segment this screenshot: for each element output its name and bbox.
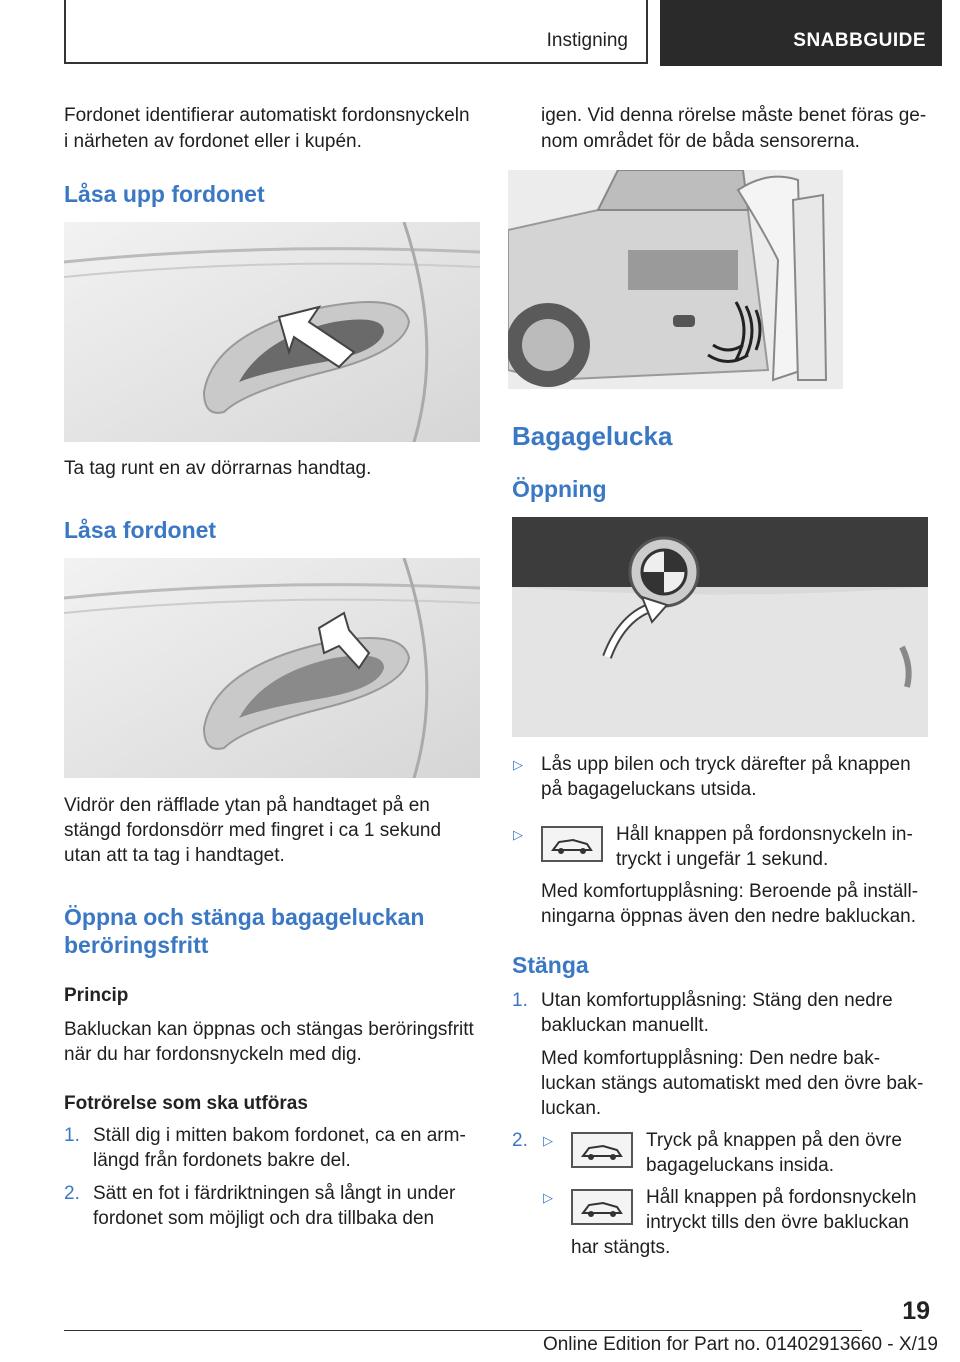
door-handle-unlock-image [64, 222, 480, 442]
principle-line-1: Bakluckan kan öppnas och stängas beröringsfritt [64, 1019, 474, 1040]
continued-line-1: igen. Vid denna rörelse måste benet föras ge- [541, 105, 927, 126]
continued-line-2: nom området för de båda sensorerna. [541, 131, 860, 152]
touchless-heading-line-1: Öppna och stänga bagageluckan [64, 904, 425, 930]
close-bullet-2-line-1: Håll knappen på fordonsnyckeln [646, 1187, 917, 1208]
footer-divider [64, 1330, 862, 1331]
lock-line-1: Vidrör den räfflade ytan på handtaget på en [64, 795, 430, 816]
bullet-1-line-2: på bagageluckans utsida. [541, 779, 757, 800]
page-number: 19 [902, 1297, 930, 1325]
comfort-open-line-2: ningarna öppnas även den nedre bakluckan. [541, 906, 917, 927]
close-bullet-triangle-2: ▷ [543, 1190, 553, 1205]
close-comfort-line-3: luckan. [541, 1098, 602, 1119]
bullet-triangle-1: ▷ [513, 757, 523, 772]
bullet-2-line-2: tryckt i ungefär 1 sekund. [616, 849, 829, 870]
close-bullet-triangle-1: ▷ [543, 1133, 553, 1148]
close-step-1-line-2: bakluckan manuellt. [541, 1015, 709, 1036]
close-step-1-number: 1. [512, 990, 528, 1011]
footer-edition: Online Edition for Part no. 01402913660 - X/19 [542, 1334, 938, 1355]
close-comfort-line-1: Med komfortupplåsning: Den nedre bak- [541, 1048, 881, 1069]
trunk-button-image [512, 517, 928, 737]
close-comfort-line-2: luckan stängs automatiskt med den övre bak- [541, 1073, 924, 1094]
touchless-heading-line-2: beröringsfritt [64, 932, 209, 958]
close-bullet-1-line-1: Tryck på knappen på den övre [646, 1130, 902, 1151]
trunk-inside-button-icon [571, 1132, 633, 1168]
close-bullet-2-line-3: har stängts. [571, 1237, 671, 1258]
door-handle-lock-image [64, 558, 480, 778]
comfort-open-line-1: Med komfortupplåsning: Beroende på inställ- [541, 881, 919, 902]
step-1-line-2: längd från fordonets bakre del. [93, 1150, 351, 1171]
opening-heading: Öppning [512, 476, 607, 502]
lock-heading: Låsa fordonet [64, 517, 217, 543]
close-step-2-number: 2. [512, 1130, 528, 1151]
trunk-heading: Bagagelucka [512, 421, 673, 451]
close-heading: Stänga [512, 952, 589, 978]
step-1-line-1: Ställ dig i mitten bakom fordonet, ca en arm- [93, 1125, 466, 1146]
close-bullet-1-line-2: bagageluckans insida. [646, 1155, 835, 1176]
principle-heading: Princip [64, 985, 129, 1006]
header-section-box [64, 0, 648, 64]
principle-line-2: när du har fordonsnyckeln med dig. [64, 1044, 362, 1065]
car-trunk-key-icon [541, 826, 603, 862]
foot-gesture-image [508, 170, 843, 389]
bullet-2-line-1: Håll knappen på fordonsnyckeln in- [616, 824, 913, 845]
close-bullet-2-line-2: intryckt tills den övre bakluckan [646, 1212, 909, 1233]
step-2-number: 2. [64, 1183, 80, 1204]
unlock-heading: Låsa upp fordonet [64, 181, 265, 207]
bullet-triangle-2: ▷ [513, 827, 523, 842]
step-2-line-2: fordonet som möjligt och dra tillbaka den [93, 1208, 435, 1229]
close-step-1-line-1: Utan komfortupplåsning: Stäng den nedre [541, 990, 893, 1011]
key-trunk-button-icon [571, 1189, 633, 1225]
lock-line-3: utan att ta tag i handtaget. [64, 845, 285, 866]
unlock-text: Ta tag runt en av dörrarnas handtag. [64, 458, 372, 479]
step-1-number: 1. [64, 1125, 80, 1146]
header-section-label: Instigning [546, 30, 628, 51]
intro-line-2: i närheten av fordonet eller i kupén. [64, 131, 362, 152]
bullet-1-line-1: Lås upp bilen och tryck därefter på knappen [541, 754, 911, 775]
header-guide-label: SNABBGUIDE [793, 30, 926, 51]
header-guide-tab [660, 0, 942, 66]
intro-line-1: Fordonet identifierar automatiskt fordonsnyckeln [64, 105, 470, 126]
lock-line-2: stängd fordonsdörr med fingret i ca 1 sekund [64, 820, 442, 841]
step-2-line-1: Sätt en fot i färdriktningen så långt in under [93, 1183, 456, 1204]
foot-motion-heading: Fotrörelse som ska utföras [64, 1093, 308, 1114]
